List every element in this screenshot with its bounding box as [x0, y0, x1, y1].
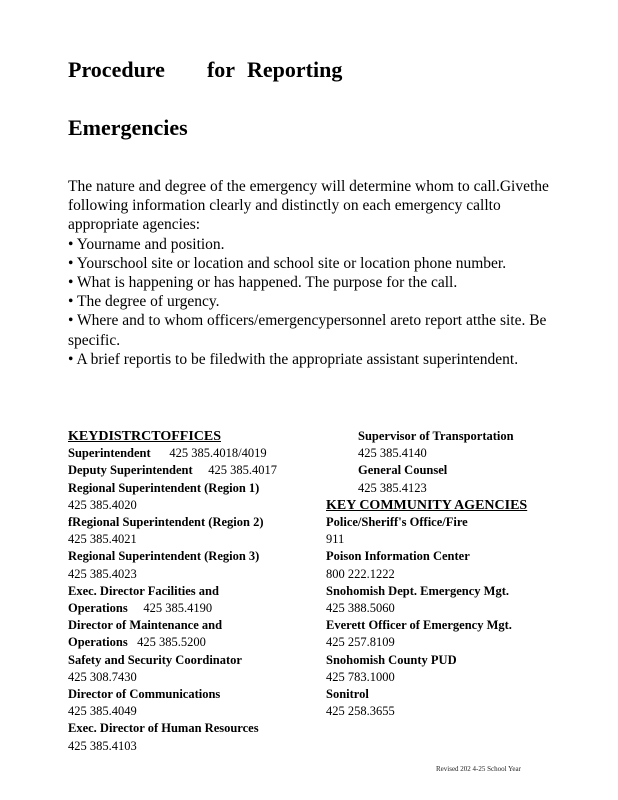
section-heading: KEYDISTRCTOFFICES	[68, 429, 222, 444]
bullet-name-position: • Yourname and position.	[68, 235, 225, 253]
contact-name: Regional Superintendent (Region 1)	[68, 480, 260, 495]
right-column-contacts	[326, 428, 556, 720]
contact-name: Exec. Director Facilities and	[68, 583, 219, 598]
page-title-line2: Emergencies	[68, 115, 188, 140]
contact-name: Snohomish Dept. Emergency Mgt.	[326, 583, 509, 598]
contact-name: Superintendent	[68, 446, 151, 461]
title-word-for: for	[206, 57, 236, 82]
contact-name: Operations	[68, 601, 128, 616]
contact-name: Supervisor of Transportation	[358, 429, 514, 443]
contact-name: Deputy Superintendent	[68, 463, 193, 478]
contact-name: Police/Sheriff's Office/Fire	[326, 515, 468, 530]
bullet-school-site: • Yourschool site or location and school site or location phone number.	[68, 254, 507, 272]
contact-phone: 425 385.4103	[68, 738, 137, 753]
intro-paragraph: The nature and degree of the emergency will determine whom to call.Givethe following information clearly and distinctly on each emergency callto appropriate agencies:	[68, 178, 549, 234]
contact-phone: 425 385.5200	[137, 635, 206, 650]
contact-name: General Counsel	[358, 463, 448, 478]
contact-phone: 425 385.4049	[68, 704, 137, 719]
bullet-urgency: • The degree of urgency.	[68, 293, 220, 311]
title-word-procedure: Procedure	[68, 57, 165, 82]
contact-phone: 425 388.5060	[326, 601, 395, 616]
contact-name: Regional Superintendent (Region 3)	[68, 549, 260, 564]
contact-phone: 911	[326, 532, 345, 547]
bullet-report-filed: • A brief reportis to be filedwith the appropriate assistant superintendent.	[68, 350, 519, 368]
contact-name: Operations	[68, 635, 128, 650]
contact-name: Exec. Director of Human Resources	[68, 721, 259, 736]
contact-phone: 425 385.4140	[358, 446, 427, 461]
contact-phone: 425 385.4190	[143, 601, 213, 616]
bullet-where-report: • Where and to whom officers/emergencypersonnel areto report atthe site. Be specific.	[68, 312, 547, 349]
title-word-reporting: Reporting	[247, 57, 343, 82]
bullet-what-happening: • What is happening or has happened. The purpose for the call.	[68, 274, 458, 292]
contact-phone: 425 385.4020	[68, 497, 137, 512]
section-heading: KEY COMMUNITY AGENCIES	[326, 497, 528, 513]
contact-entry	[68, 634, 318, 651]
contact-phone: 425 385.4123	[358, 480, 427, 495]
intro-instructions	[68, 177, 550, 369]
contact-entry	[68, 462, 318, 479]
contact-phone: 425 257.8109	[326, 635, 395, 650]
contact-entry	[68, 600, 318, 617]
contact-phone: 425 783.1000	[326, 669, 395, 684]
contact-phone: 425 385.4021	[68, 532, 137, 547]
contact-name: Everett Officer of Emergency Mgt.	[326, 618, 512, 633]
contact-phone: 800 222.1222	[326, 566, 395, 581]
contact-phone: 425 385.4018/4019	[169, 446, 267, 461]
contact-phone: 425 258.3655	[326, 704, 395, 719]
contact-phone: 425 385.4017	[208, 463, 278, 478]
contact-entry	[68, 445, 318, 462]
key-district-offices	[68, 428, 318, 755]
contact-name: Snohomish County PUD	[326, 652, 457, 667]
contact-name: Director of Communications	[68, 687, 221, 702]
contact-name: Sonitrol	[326, 687, 369, 702]
revision-footer: Revised 202 4-25 School Year	[436, 765, 521, 773]
contact-name: Safety and Security Coordinator	[68, 652, 242, 667]
page-title	[68, 57, 342, 83]
contact-name: fRegional Superintendent (Region 2)	[68, 515, 264, 530]
contact-phone: 425 385.4023	[68, 566, 137, 581]
contact-name: Poison Information Center	[326, 549, 470, 564]
contact-name: Director of Maintenance and	[68, 618, 223, 633]
contact-phone: 425 308.7430	[68, 669, 137, 684]
